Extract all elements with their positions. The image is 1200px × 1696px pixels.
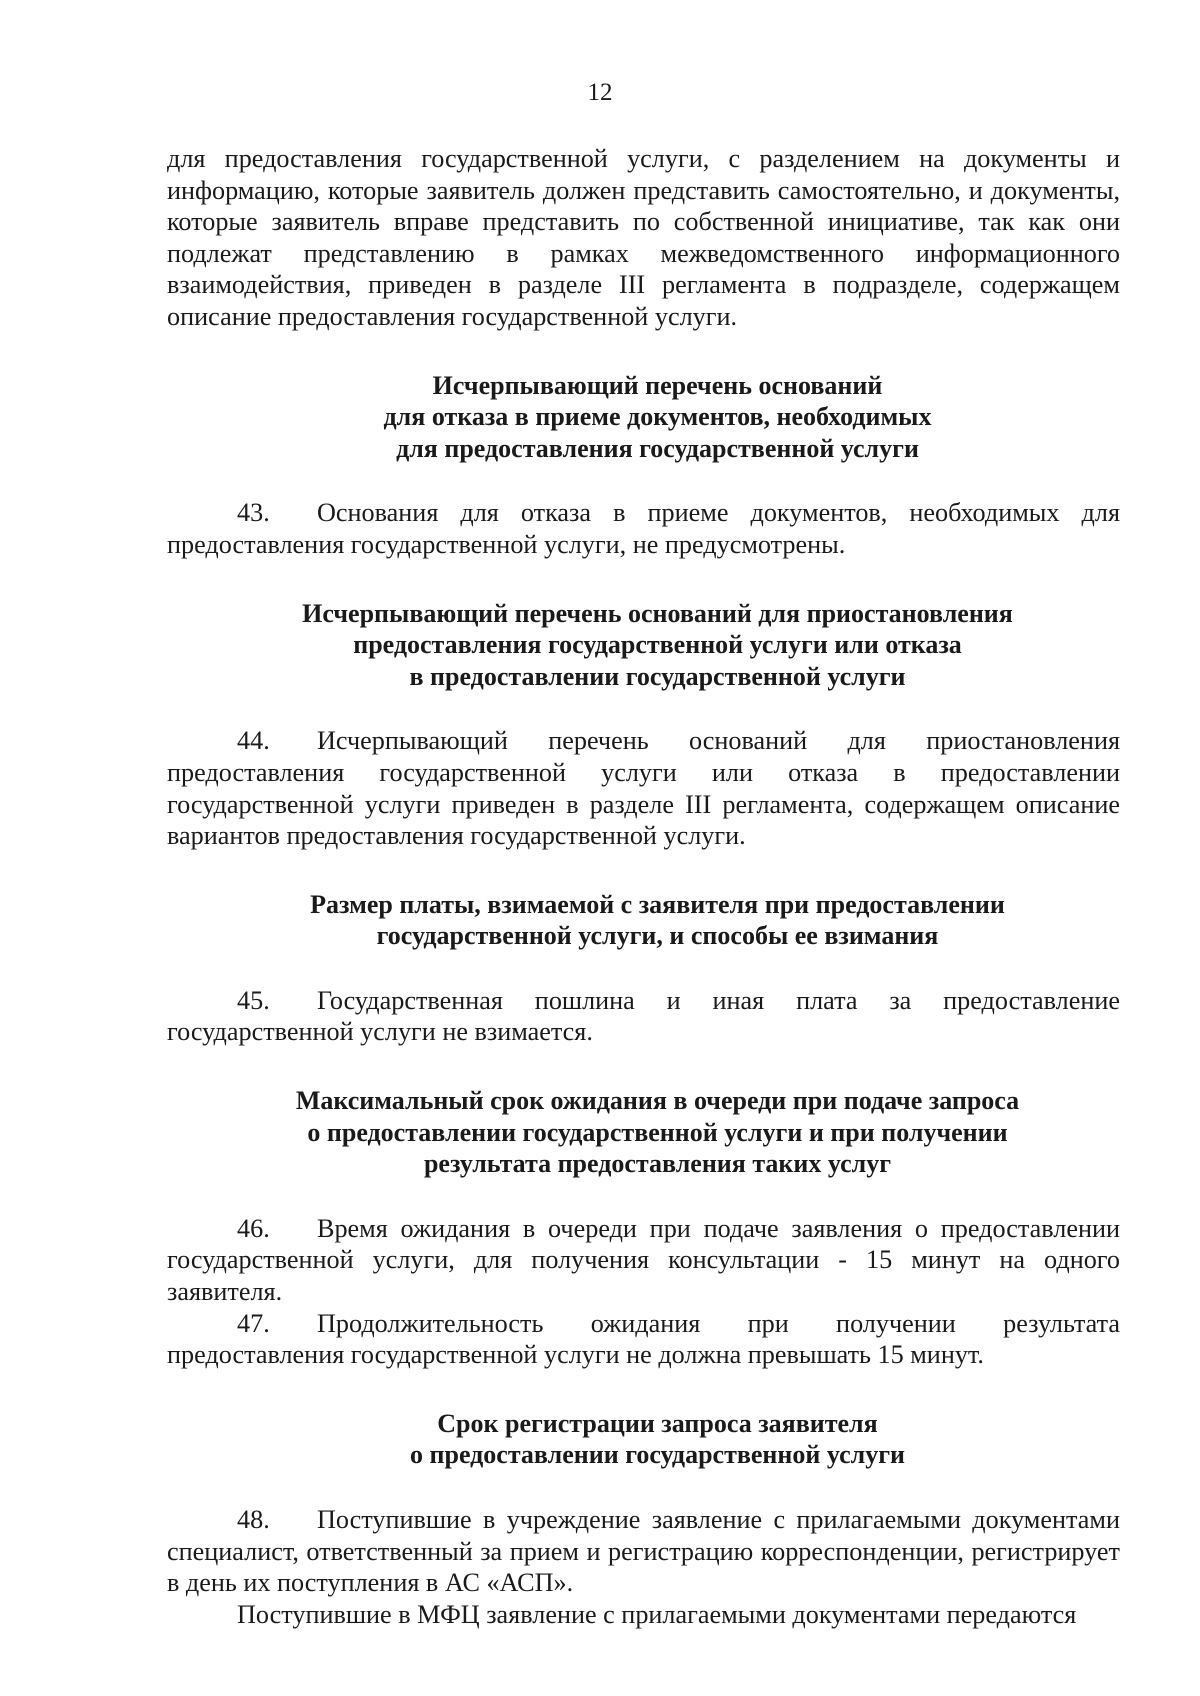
section-heading-line: Максимальный срок ожидания в очереди при подаче запроса [295,1086,1020,1116]
section-heading [167,370,1120,465]
section-heading-line: о предоставлении государственной услуги [410,1440,905,1470]
numbered-paragraph [167,1308,1120,1371]
paragraph-text: Время ожидания в очереди при подаче заявления о предоставлении государственной услуги, для получения консультации - 15 минут на одного заявителя. [167,1213,1120,1307]
paragraph-number: 44. [237,726,270,756]
paragraph-text: Исчерпывающий перечень оснований для приостановления предоставления государственной услуги или отказа в предоставлении государственной услуги приведен в разделе III регламента, содержащем описание вариантов предоставления государственной услуги. [167,726,1120,851]
paragraph [167,1599,1120,1631]
paragraph-number: 48. [237,1505,270,1534]
section-heading-line: Срок регистрации запроса заявителя [437,1408,878,1438]
section-heading [167,1085,1120,1180]
paragraph-text: Государственная пошлина и иная плата за предоставление государственной услуги не взимается. [167,985,1120,1047]
section-heading-line: для отказа в приеме документов, необходимых [383,402,932,432]
section-heading-line: о предоставлении государственной услуги и при получении [307,1117,1008,1147]
section-heading-line: результата предоставления таких услуг [423,1149,892,1179]
numbered-paragraph [167,1213,1120,1308]
section-heading-line: предоставления государственной услуги или отказа [353,630,962,660]
paragraph-text: Поступившие в учреждение заявление с прилагаемыми документами специалист, ответственный за прием и регистрацию корреспонденции, регистрирует в день их поступления в АС «АСП». [167,1505,1120,1598]
numbered-paragraph [167,725,1120,851]
section-heading-line: в предоставлении государственной услуги [409,661,906,691]
section-heading [167,598,1120,693]
document-body [167,143,1120,1630]
section-heading-line: государственной услуги, и способы ее взимания [376,921,939,951]
section-heading-line: Исчерпывающий перечень оснований [432,370,883,400]
section-heading [167,1408,1120,1471]
paragraph-number: 45. [237,985,270,1015]
section-heading [167,889,1120,952]
paragraph-text: Поступившие в МФЦ заявление с прилагаемыми документами передаются [237,1599,1077,1629]
paragraph-text: для предоставления государственной услуги, с разделением на документы и информацию, которые заявитель должен представить самостоятельно, и документы, которые заявитель вправе представить по собственной инициативе, так как они подлежат представлению в рамках межведомственного информационного взаимодействия, приведен в разделе III регламента в подразделе, содержащем описание предоставления государственной услуги. [167,144,1120,331]
section-heading-line: Размер платы, взимаемой с заявителя при предоставлении [310,889,1005,919]
paragraph-text: Продолжительность ожидания при получении результата предоставления государственной услуги не должна превышать 15 минут. [167,1308,1120,1370]
numbered-paragraph [167,1504,1120,1599]
section-heading-line: для предоставления государственной услуги [396,433,919,463]
numbered-paragraph [167,497,1120,560]
section-heading-line: Исчерпывающий перечень оснований для приостановления [302,598,1013,628]
paragraph-number: 43. [237,498,270,528]
numbered-paragraph [167,985,1120,1048]
paragraph [167,143,1120,333]
paragraph-number: 46. [237,1213,270,1243]
page-number: 12 [587,79,613,106]
paragraph-number: 47. [237,1308,270,1338]
paragraph-text: Основания для отказа в приеме документов, необходимых для предоставления государственной услуги, не предусмотрены. [167,498,1120,559]
